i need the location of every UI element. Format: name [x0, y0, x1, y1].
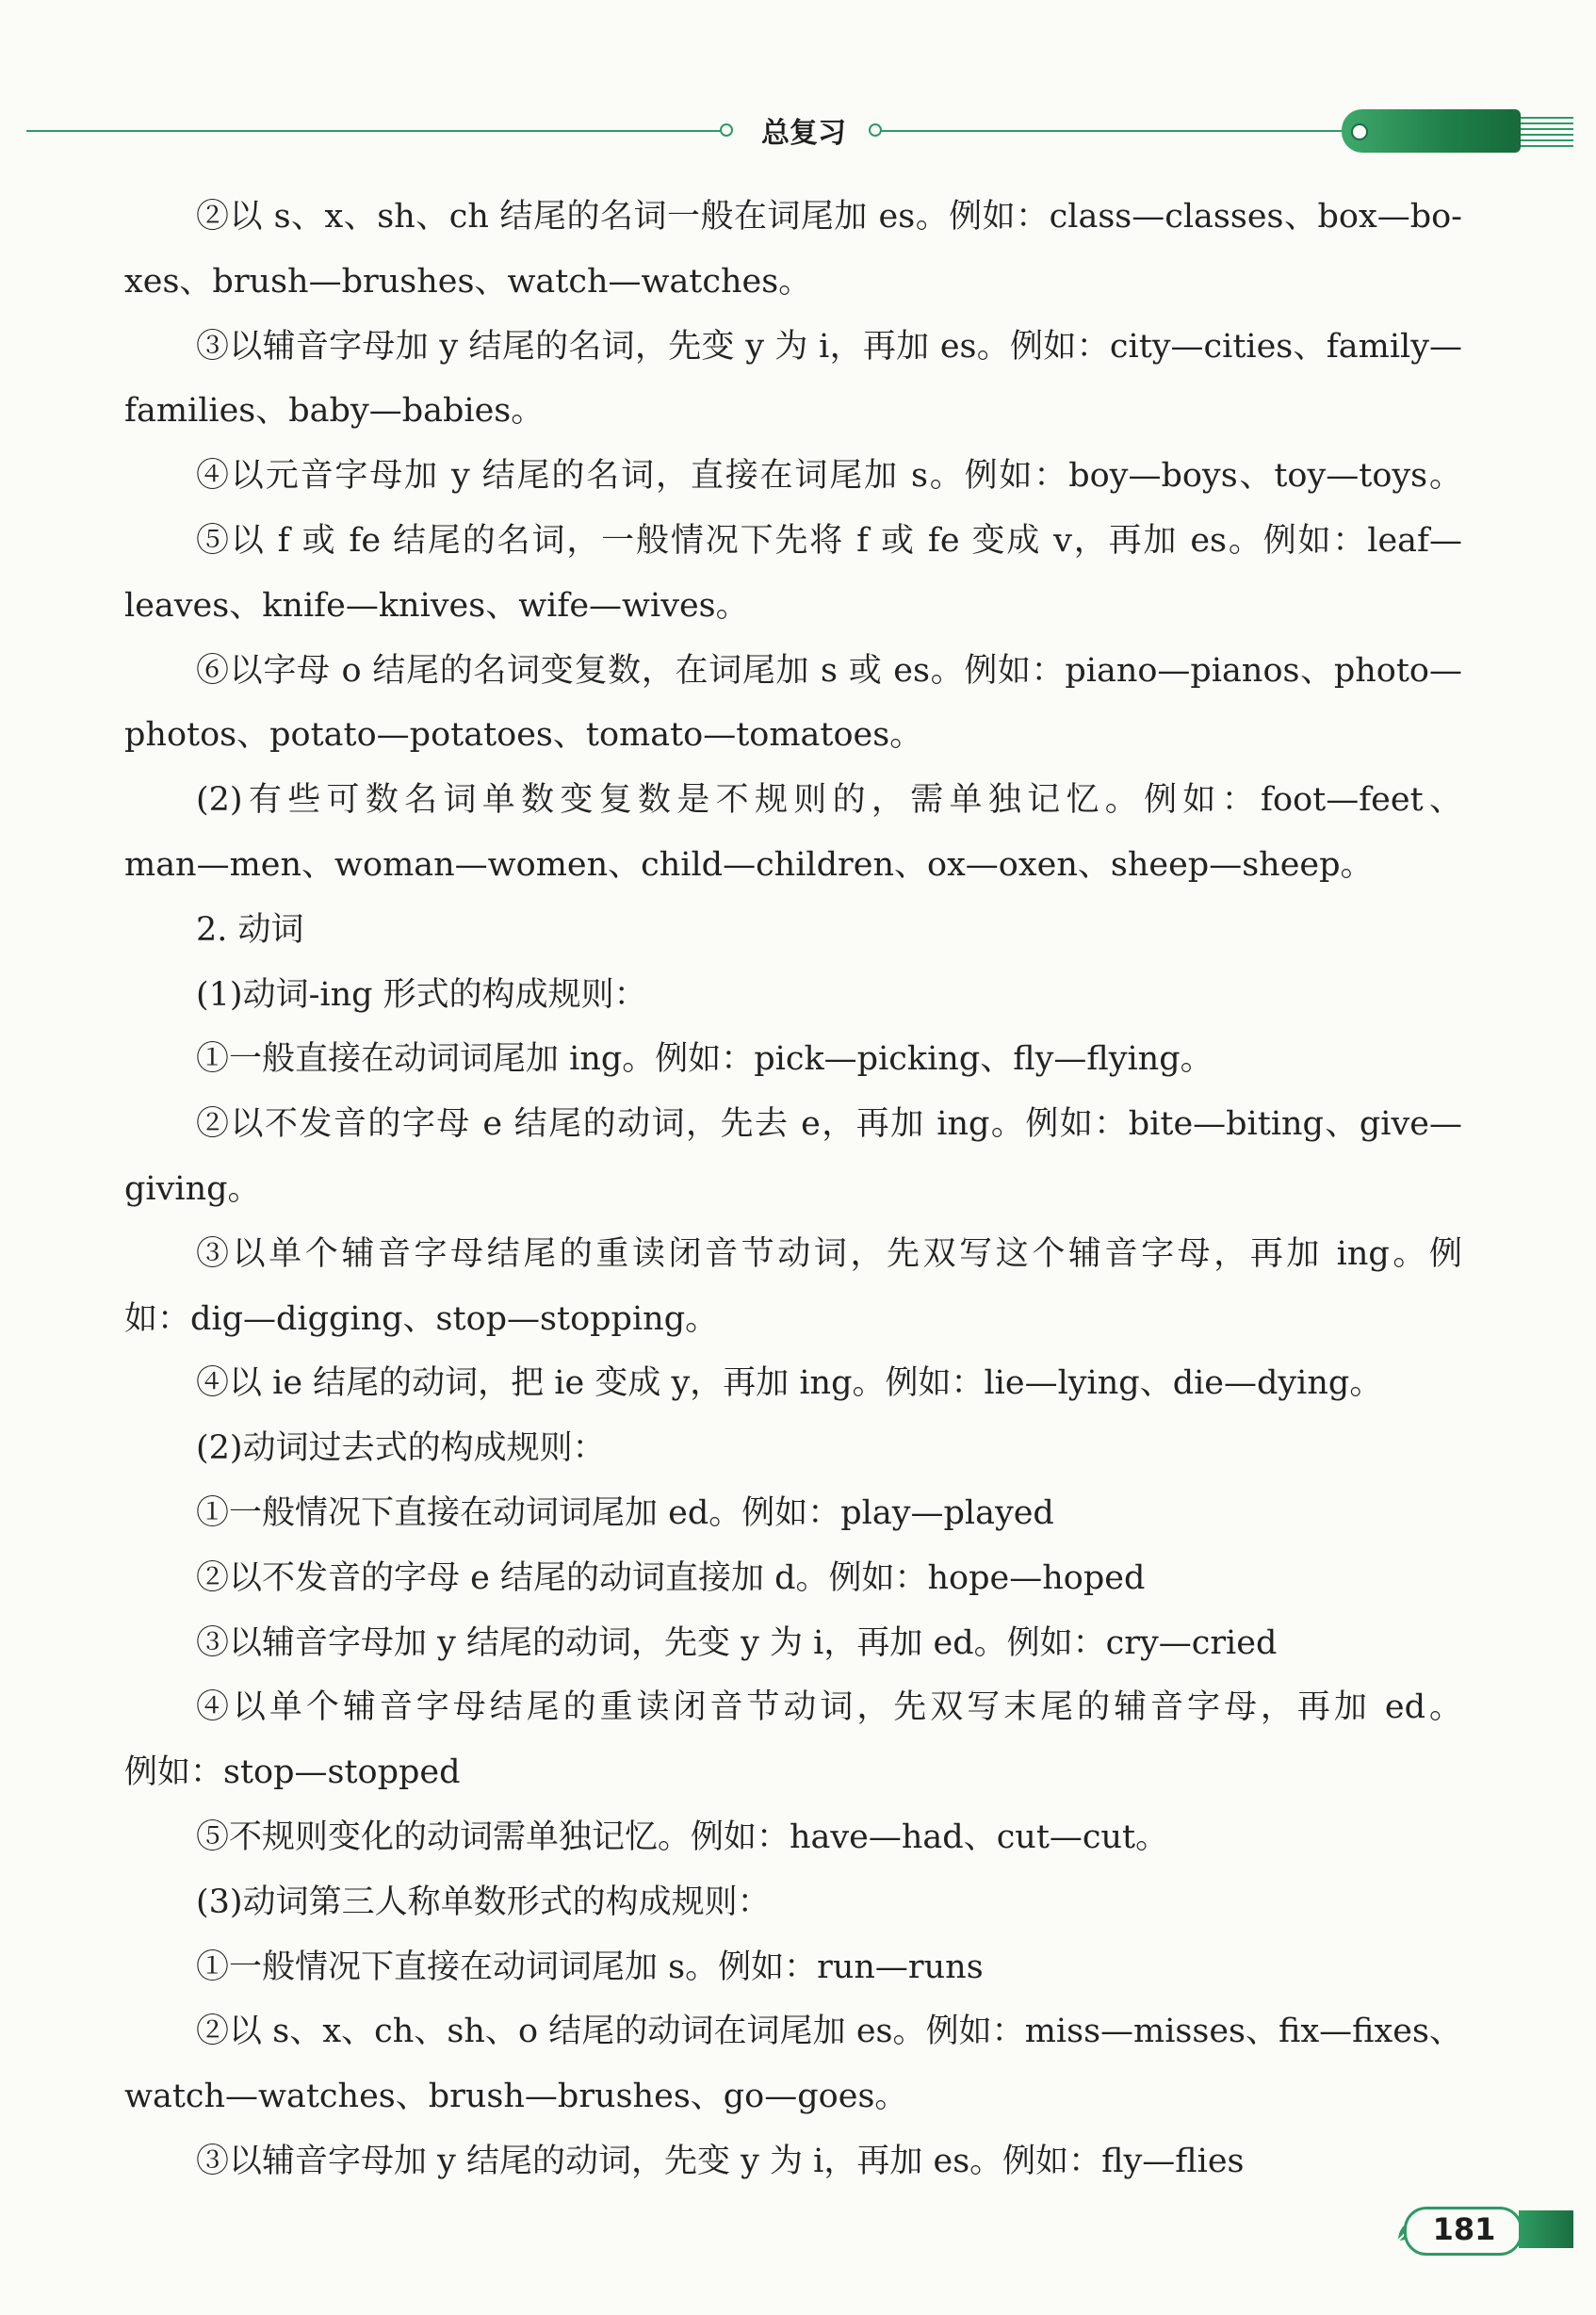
text-line: ②以不发音的字母 e 结尾的动词直接加 d。例如：hope—hoped — [196, 1558, 1146, 1597]
text-line: photos、potato—potatoes、tomato—tomatoes。 — [124, 716, 923, 755]
text-line: watch—watches、brush—brushes、go—goes。 — [124, 2078, 908, 2116]
text-line: ④以单个辅音字母结尾的重读闭音节动词，先双写末尾的辅音字母，再加 ed。 — [196, 1688, 1462, 1727]
header-dot-left — [720, 123, 733, 137]
header-title: 总复习 — [761, 117, 846, 150]
text-line: ①一般直接在动词词尾加 ing。例如：pick—picking、fly—flying。 — [196, 1040, 1213, 1079]
text-line: (3)动词第三人称单数形式的构成规则： — [196, 1883, 771, 1921]
text-line: man—men、woman—women、child—children、ox—oxen、sheep—sheep。 — [124, 845, 1374, 884]
text-line: 2. 动词 — [196, 910, 304, 949]
text-line: 例如：stop—stopped — [124, 1753, 461, 1792]
text-line: ③以辅音字母加 y 结尾的动词，先变 y 为 i，再加 es。例如：fly—flies — [196, 2142, 1245, 2180]
text-line: ⑥以字母 o 结尾的名词变复数，在词尾加 s 或 es。例如：piano—pianos、photo— — [196, 651, 1462, 690]
text-line: ③以辅音字母加 y 结尾的名词，先变 y 为 i，再加 es。例如：city—cities、family— — [196, 327, 1462, 366]
text-line: ①一般情况下直接在动词词尾加 ed。例如：play—played — [196, 1493, 1054, 1532]
text-line: (2)动词过去式的构成规则： — [196, 1429, 606, 1468]
header-rule-right — [880, 130, 1366, 132]
text-line: families、baby—babies。 — [124, 392, 545, 431]
text-line: ②以 s、x、sh、ch 结尾的名词一般在词尾加 es。例如：class—classes、box—bo- — [196, 198, 1462, 236]
text-line: giving。 — [124, 1169, 261, 1208]
header-tab-decoration — [1342, 109, 1521, 153]
text-line: ④以 ie 结尾的动词，把 ie 变成 y，再加 ing。例如：lie—lying、die—dying。 — [196, 1364, 1383, 1403]
text-line: xes、brush—brushes、watch—watches。 — [124, 262, 812, 301]
text-line: ⑤以 f 或 fe 结尾的名词，一般情况下先将 f 或 fe 变成 v，再加 es。例如：leaf— — [196, 521, 1462, 560]
header-rule-left — [26, 130, 725, 132]
text-line: ②以不发音的字母 e 结尾的动词，先去 e，再加 ing。例如：bite—biting、give— — [196, 1105, 1462, 1144]
text-line: ④以元音字母加 y 结尾的名词，直接在词尾加 s。例如：boy—boys、toy—toys。 — [196, 457, 1462, 496]
text-line: ②以 s、x、ch、sh、o 结尾的动词在词尾加 es。例如：miss—misses、fix—fixes、 — [196, 2013, 1462, 2051]
page-number: 181 — [1432, 2211, 1496, 2247]
header-tab-knob — [1351, 123, 1368, 140]
text-line: (2)有些可数名词单数变复数是不规则的，需单独记忆。例如：foot—feet、 — [196, 781, 1462, 820]
footer-tab-decoration — [1519, 2210, 1573, 2248]
text-line: ③以单个辅音字母结尾的重读闭音节动词，先双写这个辅音字母，再加 ing。例 — [196, 1234, 1462, 1273]
header-stripes — [1521, 117, 1573, 147]
text-line: leaves、knife—knives、wife—wives。 — [124, 586, 749, 625]
page-body — [124, 185, 1462, 2194]
text-line: ①一般情况下直接在动词词尾加 s。例如：run—runs — [196, 1948, 984, 1986]
text-line: ③以辅音字母加 y 结尾的动词，先变 y 为 i，再加 ed。例如：cry—cried — [196, 1623, 1278, 1662]
text-line: ⑤不规则变化的动词需单独记忆。例如：have—had、cut—cut。 — [196, 1818, 1169, 1856]
text-line: (1)动词-ing 形式的构成规则： — [196, 975, 647, 1014]
text-line: 如：dig—digging、stop—stopping。 — [124, 1299, 719, 1338]
